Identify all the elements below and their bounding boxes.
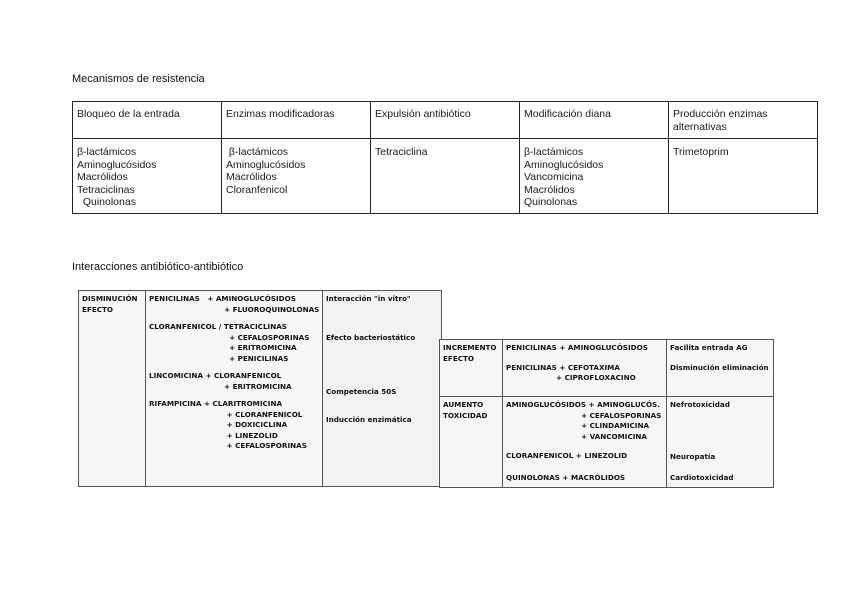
mechanism-cell	[520, 139, 669, 214]
antibiotic-item: Aminoglucósidos	[524, 158, 604, 171]
combination-line: + CLINDAMICINA	[506, 421, 650, 430]
antibiotic-item: Tetraciclinas	[77, 183, 135, 196]
combination-cell	[503, 340, 667, 397]
combination-line: + CEFALOSPORINAS	[149, 441, 307, 450]
effect-cell	[667, 397, 774, 488]
combination-line: PENICILINAS + CEFOTAXIMA	[506, 362, 620, 372]
effect-label: Facilita entrada AG	[670, 343, 748, 352]
combination-line: QUINOLONAS + MACRÓLIDOS	[506, 472, 626, 482]
section-title-mecanismos: Mecanismos de resistencia	[72, 73, 205, 85]
mechanism-cell	[669, 139, 818, 214]
antibiotic-item: Tetraciclina	[375, 146, 428, 158]
combination-cell	[503, 397, 667, 488]
combination-group	[506, 473, 663, 484]
antibiotic-item: Macrólidos	[226, 171, 277, 183]
combination-line: + VANCOMICINA	[506, 431, 647, 441]
antibiotic-item: Quinolonas	[77, 196, 136, 208]
antibiotic-item: Cloranfenicol	[226, 183, 288, 196]
combination-line: PENICILINAS + AMINOGLUCÓSIDOS	[149, 294, 296, 303]
antibiotic-item: β-lactámicos	[524, 146, 584, 158]
header-cell: Enzimas modificadoras	[222, 102, 371, 139]
antibiotic-item: Macrólidos	[77, 171, 128, 183]
section-title-interacciones: Interacciones antibiótico-antibiótico	[72, 261, 244, 273]
interactions-decrease-table	[78, 290, 442, 487]
category-cell	[440, 397, 503, 488]
table-row	[79, 291, 442, 487]
category-label: INCREMENTO	[443, 343, 497, 352]
category-label: TOXICIDAD	[443, 410, 488, 420]
antibiotic-item: β-lactámicos	[226, 146, 289, 158]
effect-label: Nefrotoxicidad	[670, 400, 730, 409]
combination-cell	[146, 291, 323, 487]
mechanism-cell	[371, 139, 520, 214]
combination-line: + LINEZOLID	[149, 430, 278, 440]
combination-line: + PENICILINAS	[149, 353, 289, 363]
effect-label: Cardiotoxicidad	[670, 473, 734, 482]
effect-label: Disminución eliminación	[670, 362, 769, 372]
table-row	[440, 397, 774, 488]
combination-line: PENICILINAS + AMINOGLUCÓSIDOS	[506, 343, 648, 352]
table-row	[440, 340, 774, 397]
combination-group	[506, 343, 663, 354]
category-cell	[79, 291, 146, 487]
combination-group	[149, 371, 319, 392]
combination-group	[506, 400, 663, 442]
combination-group	[149, 322, 319, 364]
effect-cell	[667, 340, 774, 397]
antibiotic-item: Aminoglucósidos	[77, 158, 157, 171]
combination-line: CLORANFENICOL / TETRACICLINAS	[149, 322, 287, 331]
combination-line: + CEFALOSPORINAS	[506, 410, 662, 420]
effect-cell	[323, 291, 442, 487]
antibiotic-item: Vancomicina	[524, 171, 584, 183]
antibiotic-item: β-lactámicos	[77, 146, 137, 158]
combination-group	[149, 399, 319, 452]
category-label: EFECTO	[443, 353, 475, 363]
combination-group	[506, 363, 663, 384]
combination-line: AMINOGLUCÓSIDOS + AMINOGLUCÓS.	[506, 400, 660, 409]
combination-line: + CIPROFLOXACINO	[506, 373, 636, 382]
combination-line: + ERITROMICINA	[149, 381, 292, 391]
effect-label: Inducción enzimática	[326, 414, 412, 424]
interactions-increase-table	[439, 339, 774, 488]
table-row	[73, 139, 818, 214]
antibiotic-item: Aminoglucósidos	[226, 158, 306, 171]
effect-label: Competencia 50S	[326, 387, 397, 396]
table-header-row	[73, 102, 818, 139]
combination-line: RIFAMPICINA + CLARITROMICINA	[149, 399, 283, 408]
antibiotic-item: Trimetoprim	[673, 146, 729, 158]
combination-line: + CEFALOSPORINAS	[149, 332, 310, 342]
mechanism-cell	[222, 139, 371, 214]
combination-line: + ERITROMICINA	[149, 343, 297, 352]
mechanism-cell	[73, 139, 222, 214]
header-cell: Bloqueo de la entrada	[73, 102, 222, 139]
combination-group	[149, 294, 319, 315]
category-label: AUMENTO	[443, 400, 484, 409]
effect-label: Efecto bacteriostático	[326, 332, 416, 342]
antibiotic-item: Macrólidos	[524, 183, 575, 196]
header-cell: Modificación diana	[520, 102, 669, 139]
combination-line: + CLORANFENICOL	[149, 409, 303, 419]
antibiotic-item: Quinolonas	[524, 196, 578, 208]
category-label: DISMINUCIÓN	[82, 294, 138, 303]
combination-line: + DOXICICLINA	[149, 420, 288, 429]
category-label: EFECTO	[82, 304, 114, 314]
header-cell: Producción enzimas alternativas	[669, 102, 818, 139]
effect-label: Neuropatía	[670, 451, 716, 461]
combination-line: CLORANFENICOL + LINEZOLID	[506, 451, 628, 460]
category-cell	[440, 340, 503, 397]
header-cell: Expulsión antibiótico	[371, 102, 520, 139]
combination-group	[506, 451, 663, 462]
combination-line: + FLUOROQUINOLONAS	[149, 304, 320, 314]
combination-line: LINCOMICINA + CLORANFENICOL	[149, 371, 282, 380]
mechanisms-table	[72, 101, 818, 214]
effect-label: Interacción "in vitro"	[326, 294, 411, 303]
